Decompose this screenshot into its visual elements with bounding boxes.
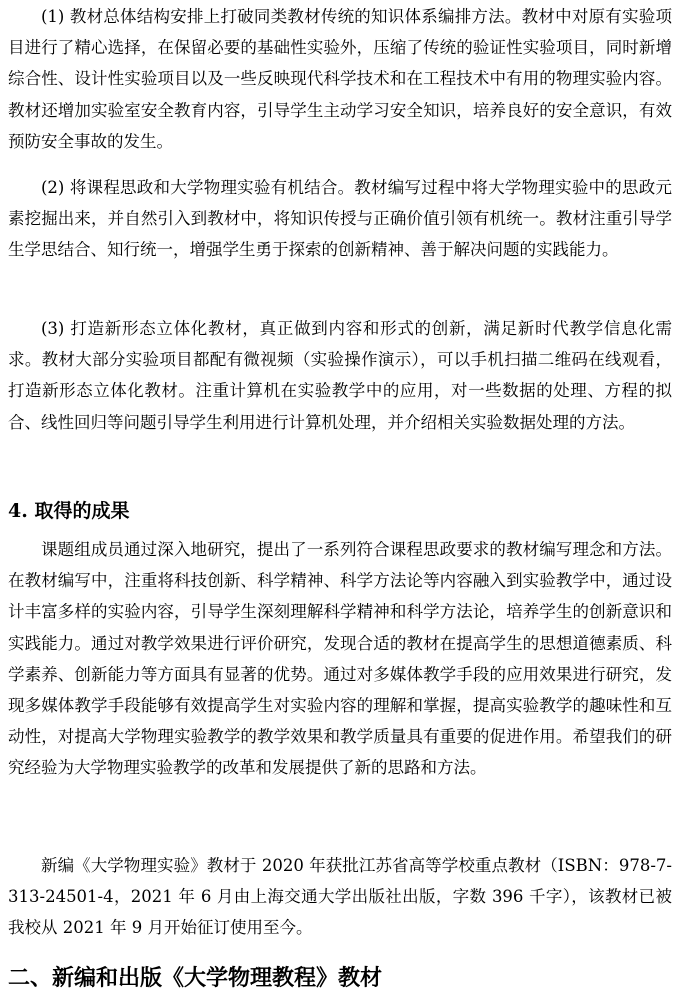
section-heading-achievements: 4. 取得的成果 — [8, 500, 130, 522]
paragraph-research-results: 课题组成员通过深入地研究，提出了一系列符合课程思政要求的教材编写理念和方法。在教材编写中，注重将科技创新、科学精神、科学方法论等内容融入到实验教学中，通过设计丰富多样的实验内容，引导学生深刻理解科学精神和科学方法论，培养学生的创新意识和实践能力。通过对教学效果进行评价研究，发现合适的教材在提高学生的思想道德素质、科学素养、创新能力等方面具有显著的优势。通过对多媒体教学手段的应用效果进行研究，发现多媒体教学手段能够有效提高学生对实验内容的理解和掌握，提高实验教学的趣味性和互动性，对提高大学物理实验教学的教学效果和教学质量具有重要的促进作用。希望我们的研究经验为大学物理实验教学的改革和发展提供了新的思路和方法。 — [8, 540, 672, 778]
part-heading-new-textbook: 二、新编和出版《大学物理教程》教材 — [8, 965, 383, 991]
paragraph-textbook-publication: 新编《大学物理实验》教材于 2020 年获批江苏省高等学校重点教材（ISBN：978-7-313-24501-4，2021 年 6 月由上海交通大学出版社出版，字数 396 千字），该教材已被我校从 2021 年 9 月开始征订使用至今。 — [8, 856, 672, 938]
paragraph-new-form-textbook: (3) 打造新形态立体化教材，真正做到内容和形式的创新，满足新时代教学信息化需求。教材大部分实验项目都配有微视频（实验操作演示），可以手机扫描二维码在线观看，打造新形态立体化教材。注重计算机在实验教学中的应用，对一些数据的处理、方程的拟合、线性回归等问题引导学生利用进行计算机处理，并介绍相关实验数据处理的方法。 — [8, 319, 672, 432]
paragraph-ideological-integration: (2) 将课程思政和大学物理实验有机结合。教材编写过程中将大学物理实验中的思政元素挖掘出来，并自然引入到教材中，将知识传授与正确价值引领有机统一。教材注重引导学生学思结合、知行统一，增强学生勇于探索的创新精神、善于解决问题的实践能力。 — [8, 178, 672, 260]
paragraph-structure-reform: (1) 教材总体结构安排上打破同类教材传统的知识体系编排方法。教材中对原有实验项目进行了精心选择，在保留必要的基础性实验外，压缩了传统的验证性实验项目，同时新增综合性、设计性实验项目以及一些反映现代科学技术和在工程技术中有用的物理实验内容。教材还增加实验室安全教育内容，引导学生主动学习安全知识，培养良好的安全意识，有效预防安全事故的发生。 — [8, 7, 672, 151]
